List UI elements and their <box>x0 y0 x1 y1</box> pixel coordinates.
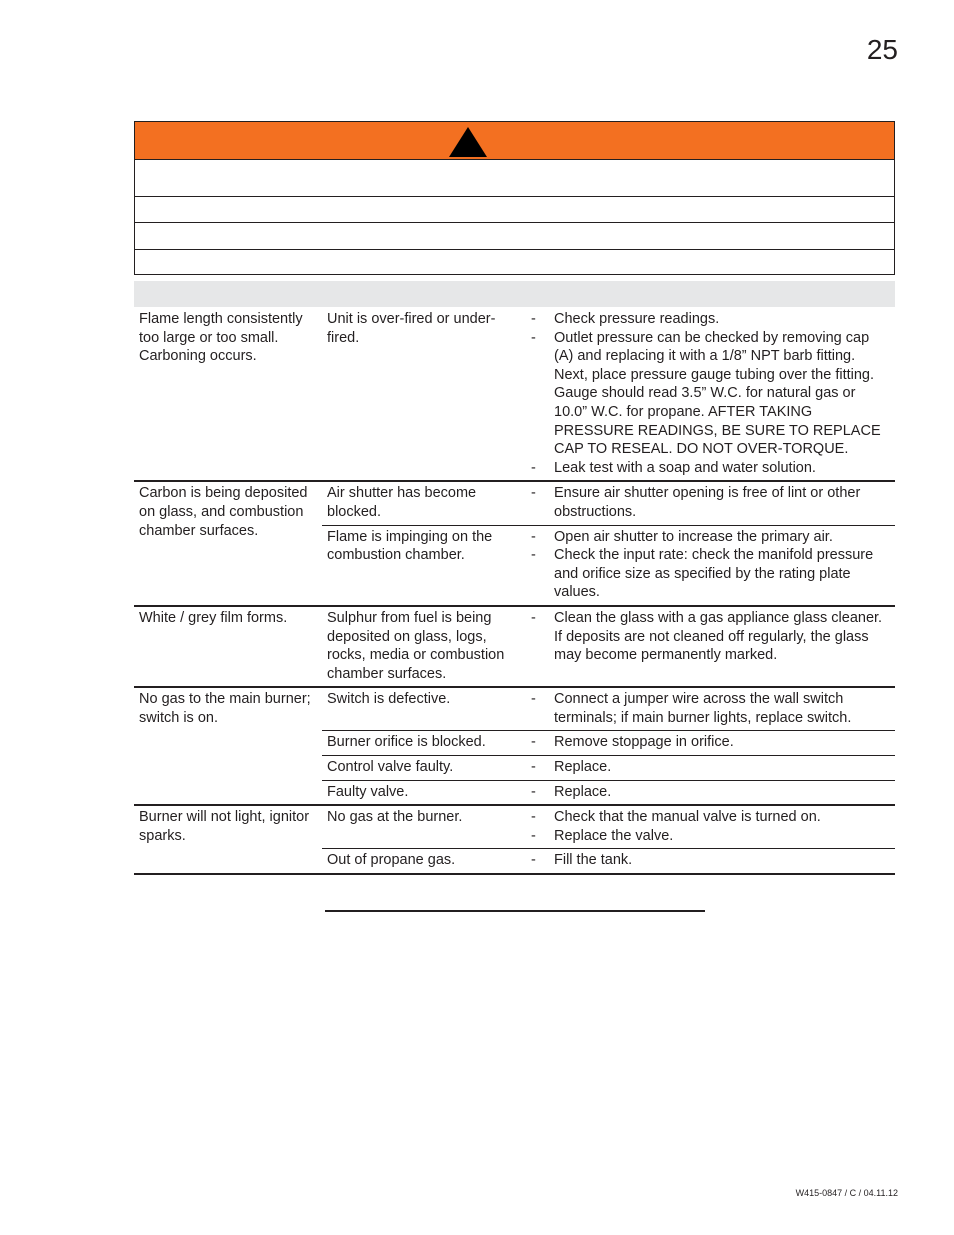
symptom-cell: Flame length consistently too large or too small. Carboning occurs. <box>139 311 303 365</box>
warning-triangle-icon <box>449 127 487 157</box>
remedy-item <box>526 528 895 547</box>
remedy-text: Leak test with a soap and water solution. <box>554 459 816 476</box>
table-row <box>134 688 895 806</box>
cause-cell: Faulty valve. <box>327 783 409 800</box>
remedy-text: Ensure air shutter opening is free of lint or other obstructions. <box>554 485 861 520</box>
cause-cell: No gas at the burner. <box>327 809 463 826</box>
troubleshooting-table <box>134 308 895 875</box>
cause-row <box>322 730 895 755</box>
remedy-item <box>526 758 895 777</box>
remedy-item <box>526 783 895 802</box>
causes-column <box>322 806 895 873</box>
bullet-dash: - <box>531 734 536 751</box>
remedy-cell <box>526 808 895 845</box>
page-number: 25 <box>866 34 898 65</box>
cause-cell: Burner orifice is blocked. <box>327 734 486 751</box>
bullet-dash: - <box>531 485 536 502</box>
remedy-text: Connect a jumper wire across the wall switch terminals; if main burner lights, replace switch. <box>554 691 852 726</box>
symptom-cell: Carbon is being deposited on glass, and combustion chamber surfaces. <box>139 485 308 539</box>
remedy-cell <box>526 733 895 752</box>
remedy-cell <box>526 609 895 683</box>
remedy-text: Remove stoppage in orifice. <box>554 734 734 751</box>
remedy-text: Fill the tank. <box>554 852 633 869</box>
warning-header <box>135 122 894 160</box>
remedy-cell <box>526 690 895 727</box>
remedy-item <box>526 484 895 521</box>
remedy-text: Replace the valve. <box>554 827 674 844</box>
bullet-dash: - <box>531 691 536 708</box>
remedy-cell <box>526 310 895 477</box>
cause-cell: Control valve faulty. <box>327 759 454 776</box>
table-row <box>134 806 895 875</box>
bullet-dash: - <box>531 459 536 476</box>
remedy-item <box>526 546 895 602</box>
remedy-cell <box>526 851 895 870</box>
cause-row <box>322 525 895 605</box>
bullet-dash: - <box>531 547 536 564</box>
cause-cell: Air shutter has become blocked. <box>327 485 477 520</box>
bullet-dash: - <box>531 609 536 626</box>
remedy-item <box>526 827 895 846</box>
cause-row <box>322 780 895 805</box>
cause-cell: Switch is defective. <box>327 691 451 708</box>
causes-column <box>322 607 895 686</box>
remedy-item <box>526 808 895 827</box>
remedy-text: Check pressure readings. <box>554 311 720 327</box>
remedy-item <box>526 851 895 870</box>
remedy-text: Check the input rate: check the manifold pressure and orifice size as specified by the rating plate values. <box>554 547 874 601</box>
remedy-text: If deposits are not cleaned off regularly, the glass may become permanently marked. <box>554 628 869 664</box>
remedy-text: Replace. <box>554 783 612 800</box>
remedy-item <box>526 628 895 665</box>
cause-row <box>322 482 895 524</box>
cause-cell: Out of propane gas. <box>327 852 456 869</box>
warning-box <box>134 121 895 275</box>
bullet-dash: - <box>531 827 536 844</box>
table-header <box>134 281 895 307</box>
remedy-text: Clean the glass with a gas appliance glass cleaner. <box>554 609 883 626</box>
remedy-item <box>526 733 895 752</box>
remedy-cell <box>526 484 895 521</box>
document-code: W415-0847 / C / 04.11.12 <box>795 1188 898 1198</box>
cause-row <box>322 806 895 848</box>
cause-row <box>322 607 895 686</box>
bullet-dash: - <box>531 329 536 346</box>
remedy-text: Replace. <box>554 759 612 776</box>
cause-cell: Unit is over-fired or under-fired. <box>327 311 496 346</box>
table-row <box>134 607 895 688</box>
bullet-dash: - <box>531 759 536 776</box>
remedy-text: Outlet pressure can be checked by removing cap (A) and replacing it with a 1/8” NPT barb fitting. Next, place pressure gauge tubing over the fitting. Gauge should read 3.5” W.C. for natural gas or 10.0” W.C. for propane. AFTER TAKING PRESSURE READINGS, BE SURE TO REPLACE CAP TO RESEAL. DO NOT OVER-TORQUE. <box>554 329 881 458</box>
bottom-rule <box>325 910 705 912</box>
causes-column <box>322 482 895 605</box>
causes-column <box>322 308 895 480</box>
remedy-item <box>526 310 895 329</box>
warning-divider <box>135 222 894 223</box>
symptom-cell: No gas to the main burner; switch is on. <box>139 691 311 726</box>
remedy-cell <box>526 528 895 602</box>
remedy-item <box>526 609 895 628</box>
remedy-item <box>526 329 895 459</box>
causes-column <box>322 688 895 804</box>
cause-cell: Sulphur from fuel is being deposited on glass, logs, rocks, media or combustion chamber surfaces. <box>327 609 505 682</box>
remedy-text: Open air shutter to increase the primary air. <box>554 528 833 545</box>
bullet-dash: - <box>531 809 536 826</box>
warning-divider <box>135 196 894 197</box>
table-row <box>134 308 895 482</box>
cause-row <box>322 755 895 780</box>
bullet-dash: - <box>531 311 536 327</box>
symptom-cell: White / grey film forms. <box>139 609 288 626</box>
remedy-item <box>526 690 895 727</box>
remedy-item <box>526 459 895 478</box>
bullet-dash: - <box>531 852 536 869</box>
warning-divider <box>135 249 894 250</box>
cause-row <box>322 848 895 873</box>
remedy-cell <box>526 783 895 802</box>
table-row <box>134 482 895 607</box>
cause-row <box>322 688 895 730</box>
cause-cell: Flame is impinging on the combustion chamber. <box>327 528 493 564</box>
cause-row <box>322 308 895 480</box>
symptom-cell: Burner will not light, ignitor sparks. <box>139 809 310 844</box>
bullet-dash: - <box>531 528 536 545</box>
bullet-dash: - <box>531 783 536 800</box>
remedy-text: Check that the manual valve is turned on. <box>554 809 821 826</box>
remedy-cell <box>526 758 895 777</box>
